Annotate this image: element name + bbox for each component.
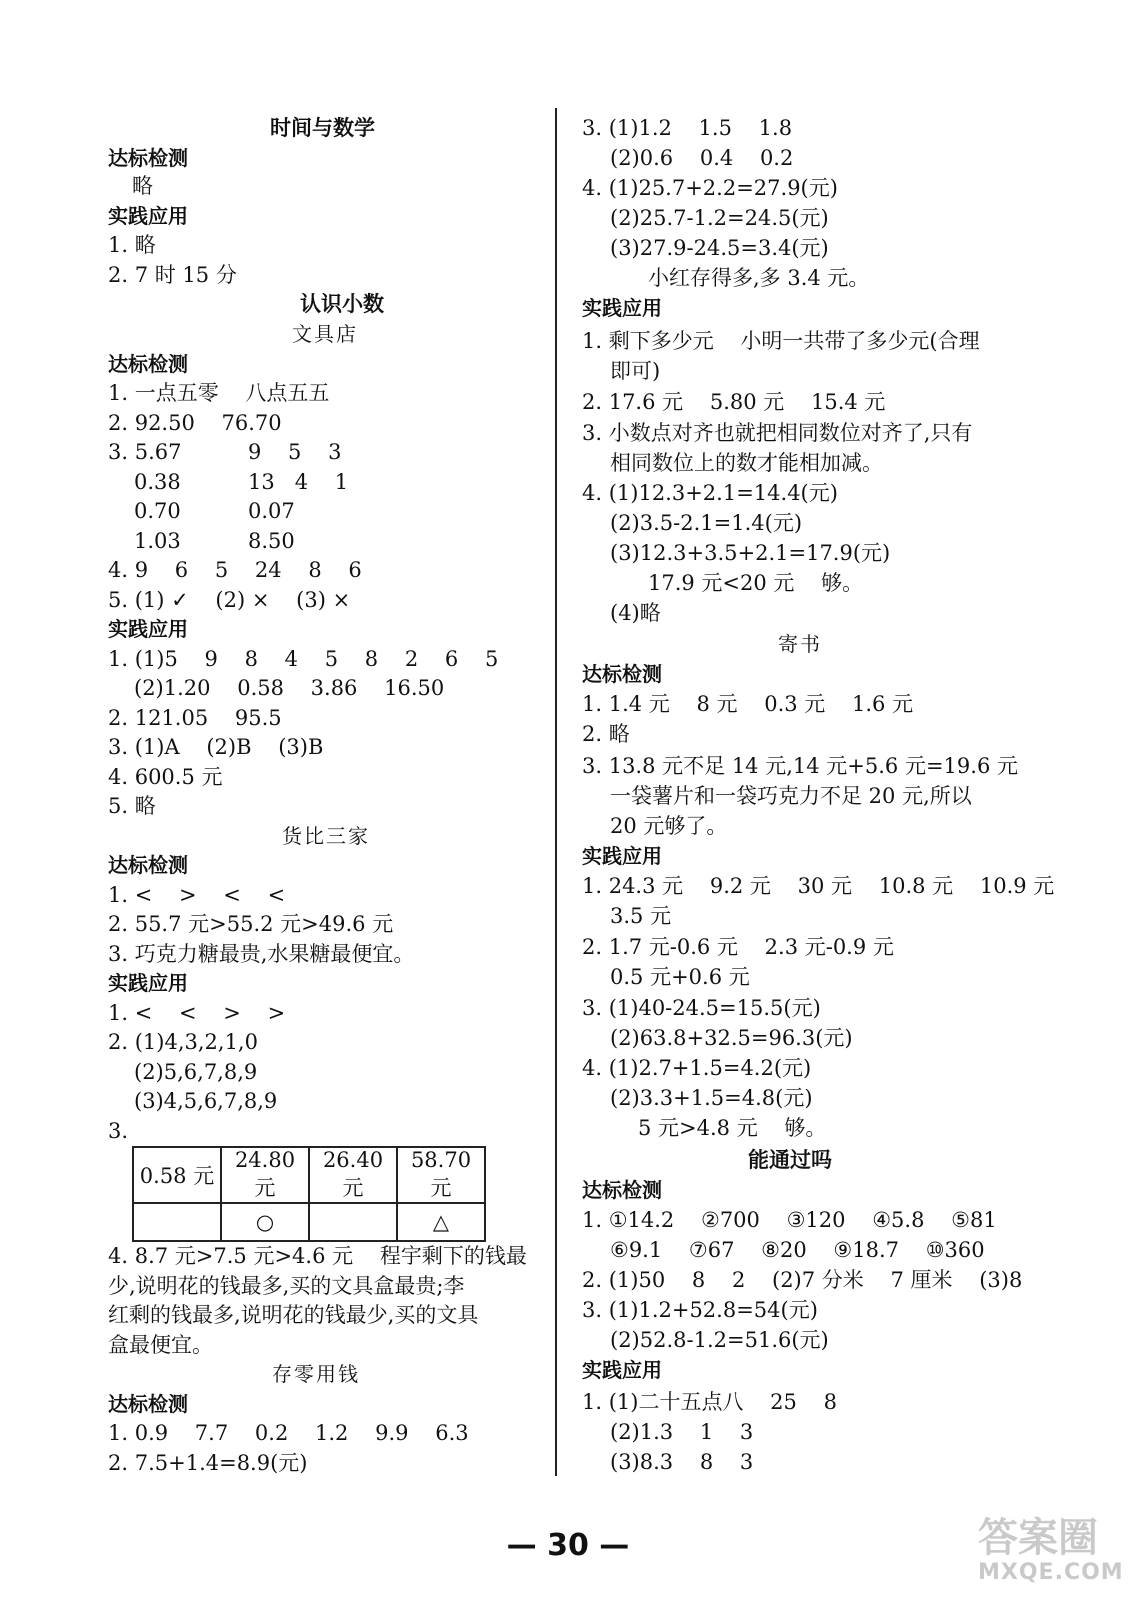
answer-line: 1. < < > > <box>108 1001 286 1025</box>
lesson-title: 存零用钱 <box>272 1362 360 1386</box>
answer-line: 0.70 <box>134 499 181 523</box>
answer-line: 0.5 元+0.6 元 <box>610 965 750 989</box>
answer-line: 2. (1)50 8 2 (2)7 分米 7 厘米 (3)8 <box>582 1268 1023 1292</box>
answer-line: 3. 巧克力糖最贵,水果糖最便宜。 <box>108 942 415 966</box>
answer-line: (2)0.6 0.4 0.2 <box>610 146 794 170</box>
answer-line: 8.50 <box>248 529 295 553</box>
watermark-url: MXQE.COM <box>978 1560 1124 1585</box>
answer-line: 9 5 3 <box>248 440 342 464</box>
lesson-title: 能通过吗 <box>748 1148 832 1172</box>
answer-line: 2. 略 <box>582 722 630 746</box>
answer-line: 4. 9 6 5 24 8 6 <box>108 558 362 582</box>
answer-line: (2)5,6,7,8,9 <box>134 1060 258 1084</box>
answer-line: (2)1.20 0.58 3.86 16.50 <box>134 676 445 700</box>
answer-line: 3. 小数点对齐也就把相同数位对齐了,只有 <box>582 421 973 445</box>
answer-line: (3)27.9-24.5=3.4(元) <box>610 236 829 260</box>
answer-line: 略 <box>132 174 153 198</box>
answer-line: (2)63.8+32.5=96.3(元) <box>610 1026 853 1050</box>
answer-line: 3. (1)1.2 1.5 1.8 <box>582 116 793 140</box>
subheading: 达标检测 <box>108 853 188 877</box>
answer-line: (2)3.3+1.5=4.8(元) <box>610 1086 813 1110</box>
watermark-title: 答案圈 <box>978 1515 1098 1561</box>
subheading: 达标检测 <box>582 662 662 686</box>
answer-line: 相同数位上的数才能相加减。 <box>610 451 883 475</box>
answer-line: ⑥9.1 ⑦67 ⑧20 ⑨18.7 ⑩360 <box>610 1238 985 1262</box>
answer-line: 3. (1)40-24.5=15.5(元) <box>582 996 821 1020</box>
table-cell: ○ <box>221 1203 309 1241</box>
table-cell: △ <box>397 1203 485 1241</box>
answer-line: 20 元够了。 <box>610 814 728 838</box>
answer-line: 2. 17.6 元 5.80 元 15.4 元 <box>582 390 886 414</box>
answer-line: 3. 5.67 <box>108 440 182 464</box>
answer-line: 1. ①14.2 ②700 ③120 ④5.8 ⑤81 <box>582 1208 997 1232</box>
answer-line: 3.5 元 <box>610 904 672 928</box>
answer-line: 1.03 <box>134 529 181 553</box>
answer-line: 2. 55.7 元>55.2 元>49.6 元 <box>108 912 394 936</box>
answer-line: 盒最便宜。 <box>108 1333 213 1357</box>
answer-line: 1. 0.9 7.7 0.2 1.2 9.9 6.3 <box>108 1421 469 1445</box>
answer-line: 13 4 1 <box>248 470 349 494</box>
page-number: — 30 — <box>506 1528 630 1563</box>
price-table <box>132 1146 486 1242</box>
answer-line: 5. 略 <box>108 794 156 818</box>
answer-line: 一袋薯片和一袋巧克力不足 20 元,所以 <box>610 784 972 808</box>
lesson-title: 文具店 <box>292 322 358 346</box>
answer-line: 1. < > < < <box>108 883 286 907</box>
subheading: 达标检测 <box>582 1178 662 1202</box>
lesson-title: 货比三家 <box>282 824 370 848</box>
section-title-time-math: 时间与数学 <box>270 116 375 140</box>
answer-line: 4. (1)2.7+1.5=4.2(元) <box>582 1056 812 1080</box>
answer-line: 4. 600.5 元 <box>108 765 223 789</box>
table-cell <box>133 1203 221 1241</box>
answer-line: 2. (1)4,3,2,1,0 <box>108 1030 258 1054</box>
answer-line: 3. (1)A (2)B (3)B <box>108 735 324 759</box>
answer-line: 5 元>4.8 元 够。 <box>638 1116 827 1140</box>
subheading: 达标检测 <box>108 352 188 376</box>
answer-line: 3. <box>108 1119 129 1143</box>
answer-line: 1. 略 <box>108 233 156 257</box>
answer-line: 红剩的钱最多,说明花的钱最少,买的文具 <box>108 1303 479 1327</box>
answer-line: 1. 剩下多少元 小明一共带了多少元(合理 <box>582 329 980 353</box>
subheading: 实践应用 <box>582 1358 662 1382</box>
section-title-decimals: 认识小数 <box>300 292 384 316</box>
answer-line: 0.07 <box>248 499 295 523</box>
watermark-logo <box>978 1516 1128 1594</box>
table-row <box>133 1203 485 1241</box>
answer-line: (2)52.8-1.2=51.6(元) <box>610 1328 829 1352</box>
answer-line: 0.38 <box>134 470 181 494</box>
answer-line: 2. 7.5+1.4=8.9(元) <box>108 1451 308 1475</box>
answer-line: 1. 24.3 元 9.2 元 30 元 10.8 元 10.9 元 <box>582 874 1055 898</box>
table-cell: 58.70 元 <box>397 1147 485 1203</box>
answer-line: (3)4,5,6,7,8,9 <box>134 1089 278 1113</box>
lesson-title: 寄书 <box>778 632 822 656</box>
subheading: 实践应用 <box>582 296 662 320</box>
answer-line: 即可) <box>610 359 661 383</box>
table-cell: 24.80 元 <box>221 1147 309 1203</box>
answer-line: 17.9 元<20 元 够。 <box>648 571 864 595</box>
table-row <box>133 1147 485 1203</box>
answer-line: (2)3.5-2.1=1.4(元) <box>610 511 803 535</box>
subheading: 实践应用 <box>582 844 662 868</box>
table-cell: 26.40 元 <box>309 1147 397 1203</box>
subheading: 实践应用 <box>108 204 188 228</box>
subheading: 达标检测 <box>108 1392 188 1416</box>
answer-line: (2)1.3 1 3 <box>610 1420 754 1444</box>
answer-line: 2. 1.7 元-0.6 元 2.3 元-0.9 元 <box>582 935 894 959</box>
answer-line: (4)略 <box>610 601 661 625</box>
answer-line: 1. 1.4 元 8 元 0.3 元 1.6 元 <box>582 692 914 716</box>
column-divider <box>555 108 557 1476</box>
table-cell: 0.58 元 <box>133 1147 221 1203</box>
answer-line: 4. (1)12.3+2.1=14.4(元) <box>582 481 838 505</box>
answer-line: (3)8.3 8 3 <box>610 1450 754 1474</box>
answer-line: (3)12.3+3.5+2.1=17.9(元) <box>610 541 891 565</box>
answer-line: 5. (1) ✓ (2) × (3) × <box>108 588 351 612</box>
answer-line: 3. 13.8 元不足 14 元,14 元+5.6 元=19.6 元 <box>582 754 1018 778</box>
answer-line: 2. 121.05 95.5 <box>108 706 282 730</box>
answer-line: (2)25.7-1.2=24.5(元) <box>610 206 829 230</box>
answer-line: 4. (1)25.7+2.2=27.9(元) <box>582 176 838 200</box>
answer-line: 小红存得多,多 3.4 元。 <box>648 266 870 290</box>
answer-line: 3. (1)1.2+52.8=54(元) <box>582 1298 818 1322</box>
answer-line: 1. (1)5 9 8 4 5 8 2 6 5 <box>108 647 499 671</box>
answer-line: 4. 8.7 元>7.5 元>4.6 元 程宇剩下的钱最 <box>108 1244 527 1268</box>
answer-line: 少,说明花的钱最多,买的文具盒最贵;李 <box>108 1274 465 1298</box>
answer-line: 2. 92.50 76.70 <box>108 411 282 435</box>
subheading: 实践应用 <box>108 617 188 641</box>
table-cell <box>309 1203 397 1241</box>
answer-line: 1. 一点五零 八点五五 <box>108 381 330 405</box>
subheading: 达标检测 <box>108 146 188 170</box>
answer-line: 1. (1)二十五点八 25 8 <box>582 1390 837 1414</box>
subheading: 实践应用 <box>108 971 188 995</box>
answer-line: 2. 7 时 15 分 <box>108 263 237 287</box>
